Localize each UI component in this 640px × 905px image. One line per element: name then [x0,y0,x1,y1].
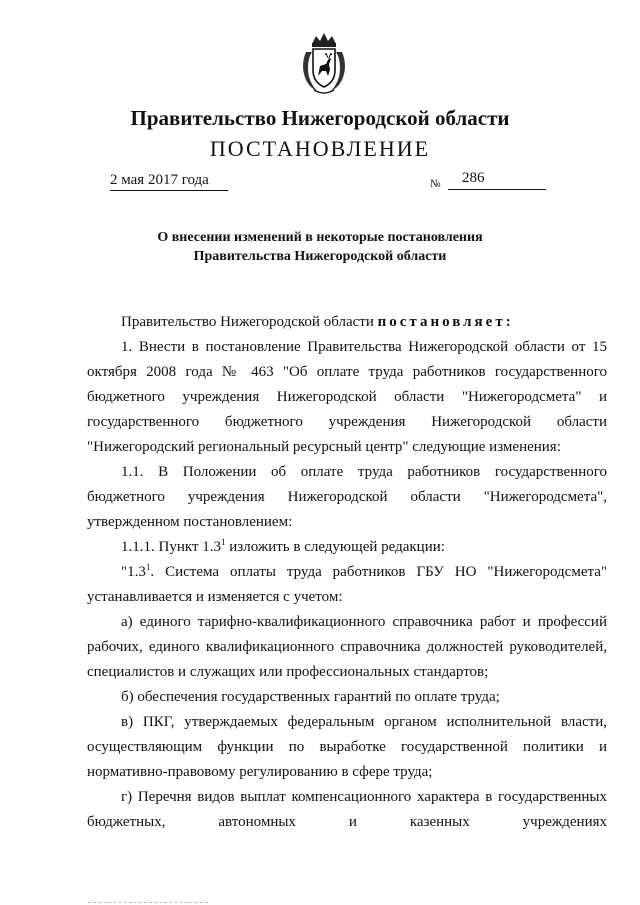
clause-1-3-1-text: "1.3 [121,564,146,580]
document-body [87,310,607,835]
government-name: Правительство Нижегородской области [130,106,510,130]
resolution-intro [87,310,607,335]
subject-line-1: О внесении изменений в некоторые постановления [157,230,483,245]
clause-1-3-1 [87,560,607,610]
intro-prefix: Правительство Нижегородской области [121,314,374,330]
subject-line-2: Правительства Нижегородской области [193,249,447,264]
clause-1-1-1-text: 1.1.1. Пункт 1.3 [121,539,222,555]
item-b: б) обеспечения государственных гарантий по оплате труда; [121,689,500,705]
intro-decree-word: постановляет: [377,314,514,330]
clause-1-1: 1.1. В Положении об оплате труда работников государственного бюджетного учреждения Нижегородской области "Нижегородсмета", утвержденном постановлением: [87,464,607,530]
item-v: в) ПКГ, утверждаемых федеральным органом исполнительной власти, осуществляющим функции по выработке государственной политики и нормативно-правовому регулированию в сфере труда; [87,714,607,780]
clause-1-3-1-rest: . Система оплаты труда работников ГБУ НО "Нижегородсмета" устанавливается и изменяется с учетом: [87,564,607,605]
document-type: ПОСТАНОВЛЕНИЕ [209,136,431,161]
item-a: а) единого тарифно-квалификационного справочника работ и профессий рабочих, единого квалификационного справочника должностей руководителей, специалистов и служащих или профессиональных стандартов; [87,614,607,680]
clause-1-1-1 [87,535,607,560]
clause-1-1-1-rest: изложить в следующей редакции: [225,539,445,555]
document-subject [0,228,640,266]
item-g: г) Перечня видов выплат компенсационного характера в государственных бюджетных, автономных и казенных учреждениях [87,789,607,830]
document-date: 2 мая 2017 года [110,172,228,191]
clause-1: 1. Внести в постановление Правительства Нижегородской области от 15 октября 2008 года № 463 "Об оплате труда работников государственного бюджетного учреждения Нижегородской области "Нижегородсмета" и государственного бюджетного учреждения Нижегородской области "Нижегородский региональный ресурсный центр" следующие изменения: [87,339,607,455]
coat-of-arms-icon [296,30,352,96]
document-number: 286 [462,170,485,186]
superscript: 1 [221,537,226,547]
scan-artifact-line [88,902,208,903]
superscript: 1 [145,562,151,572]
number-sign: № [430,178,441,190]
